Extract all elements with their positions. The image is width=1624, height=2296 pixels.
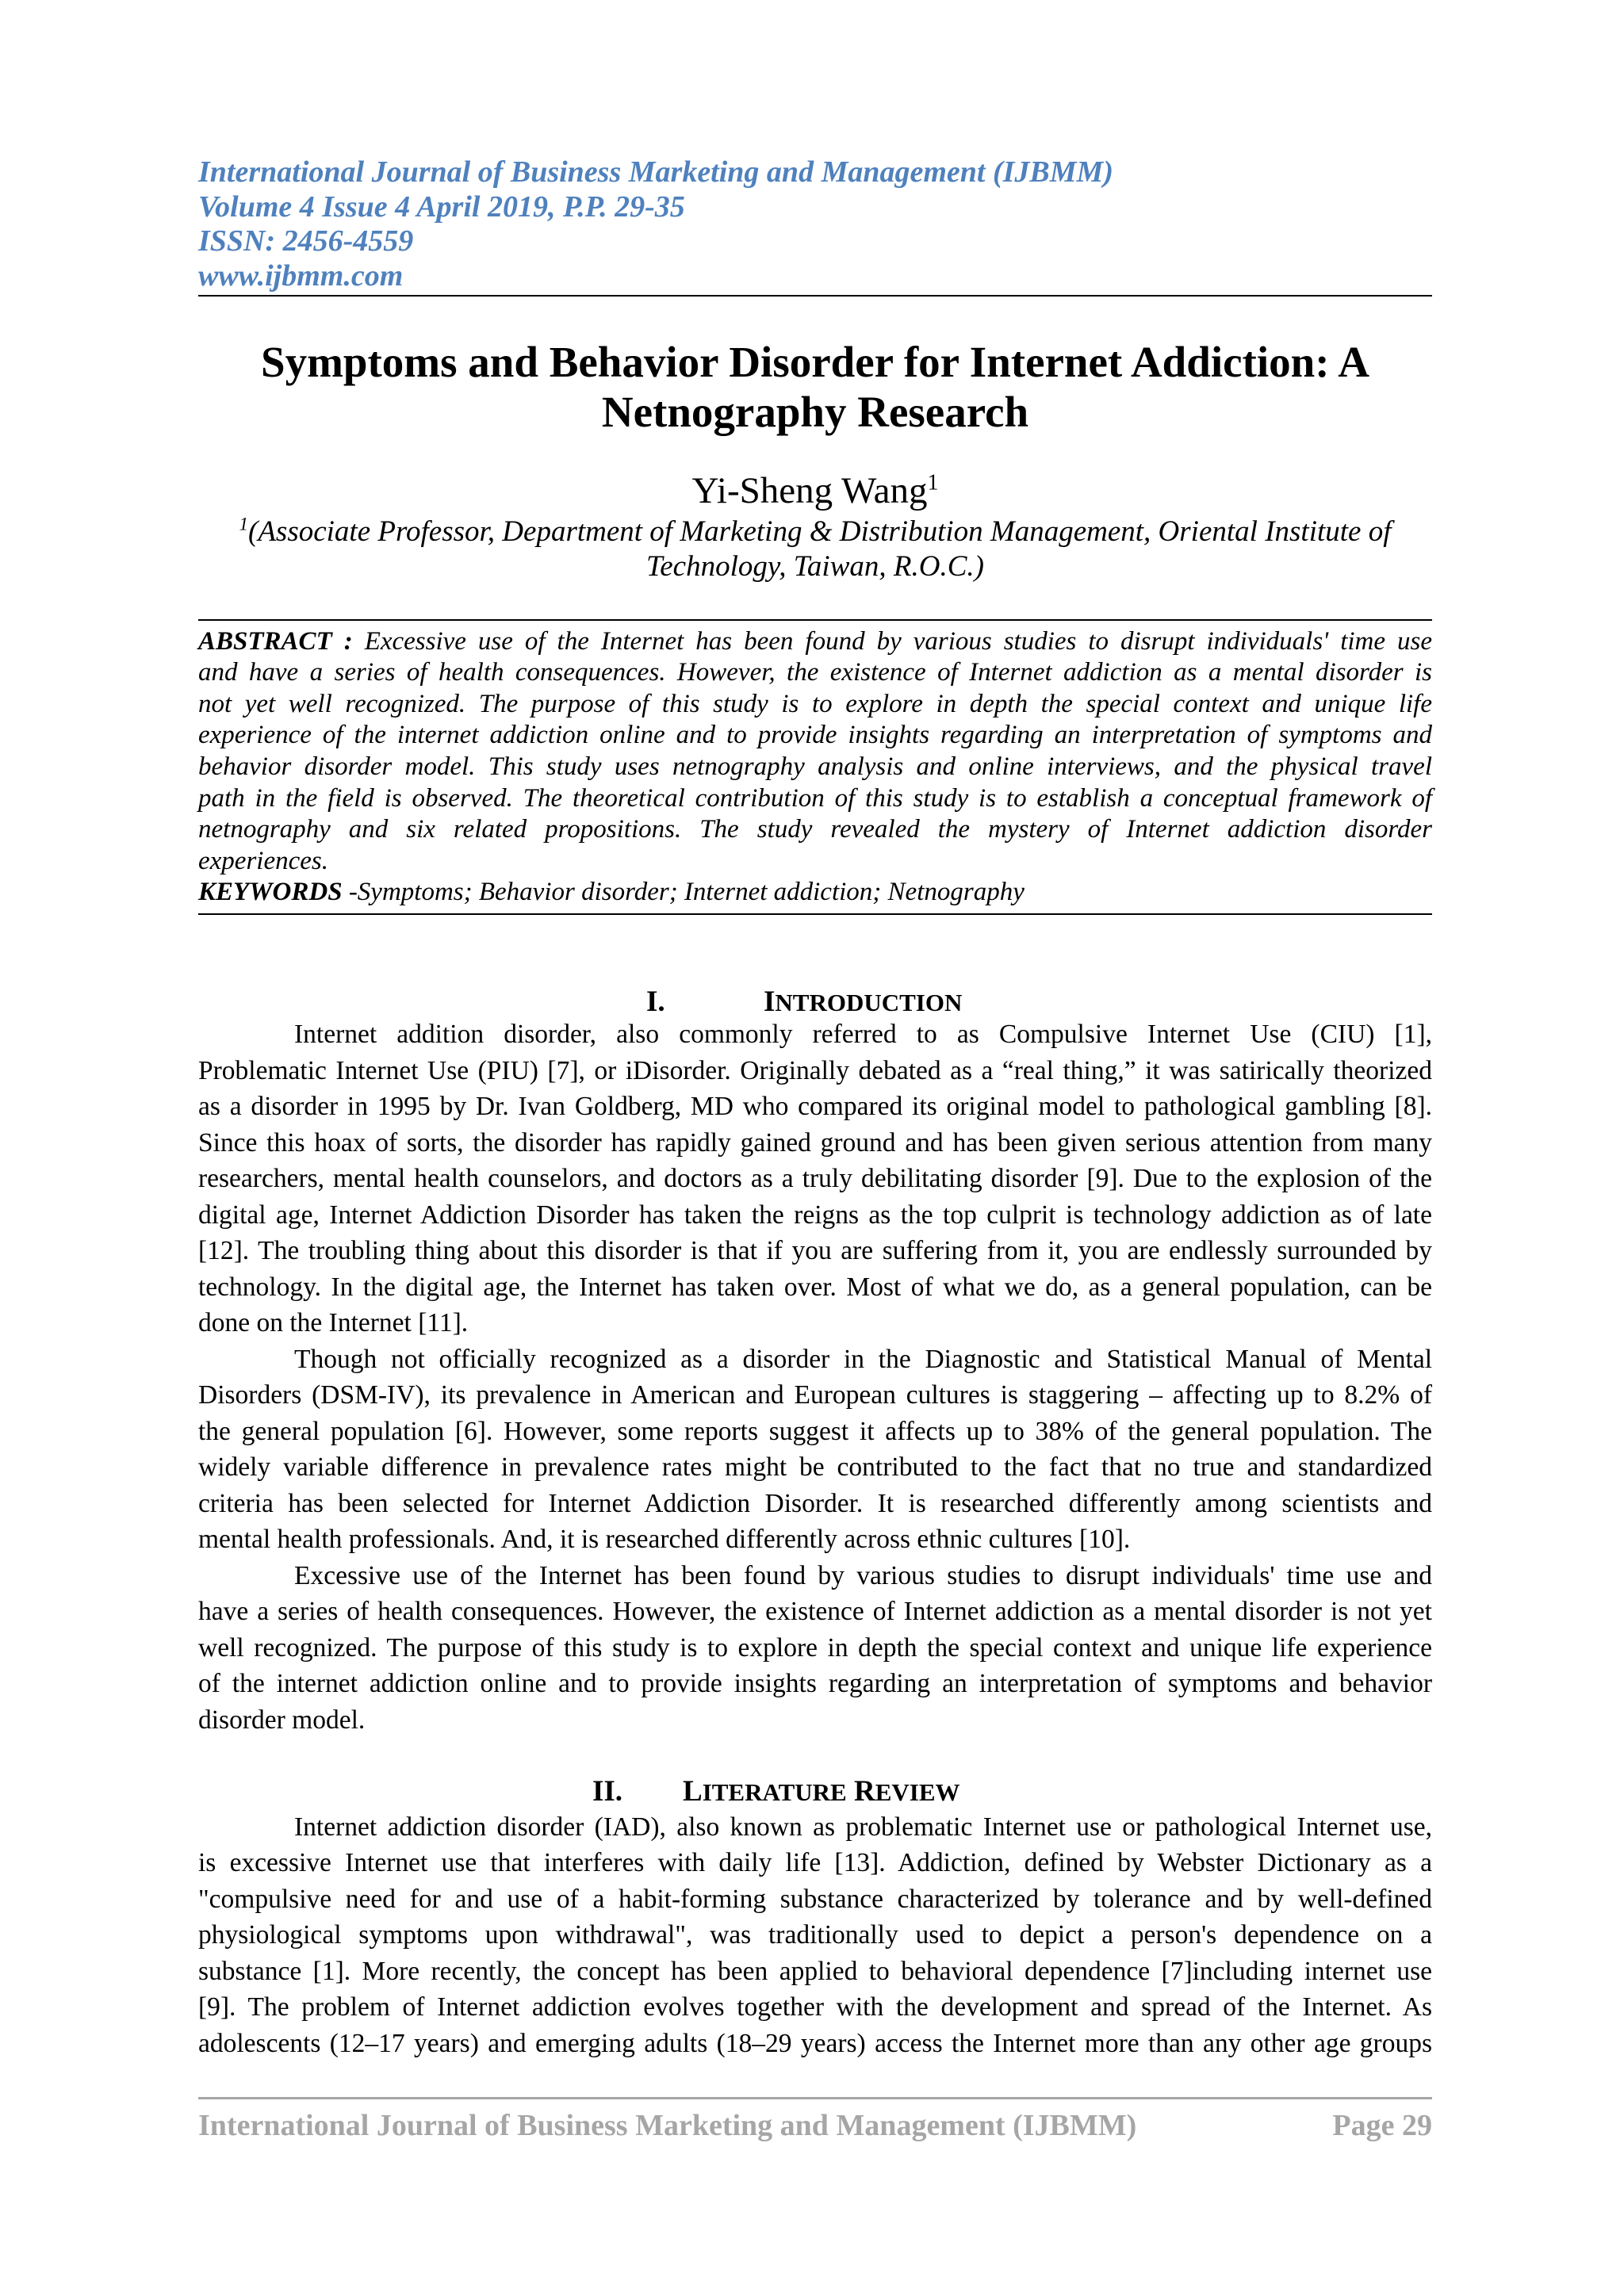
literature-review-body [198, 1809, 1432, 2062]
affiliation-rest [198, 549, 1432, 584]
paragraph [198, 1809, 1432, 2062]
volume-info: Volume 4 Issue 4 April 2019, P.P. 29-35 [198, 189, 685, 224]
affiliation-text: (Associate Professor, Department of Marketing & Distribution Management, Oriental Institute of [248, 515, 1392, 548]
affiliation-line: Technology, Taiwan, R.O.C.) [646, 550, 984, 584]
section-number: I. [646, 985, 665, 1018]
text-line: have a series of health consequences. However, the existence of Internet addiction as a mental disorder is not yet [198, 1597, 1432, 1626]
text-line: "compulsive need for and use of a habit-forming substance characterized by tolerance and by well-defined [198, 1884, 1432, 1914]
abstract-text: Excessive use of the Internet has been found by various studies to disrupt individuals' time use [364, 626, 1432, 656]
section-heading-literature-review [198, 1774, 1432, 1809]
abstract-top-rule [198, 619, 1432, 621]
abstract-line: behavior disorder model. This study uses netnography analysis and online interviews, and the physical travel [198, 752, 1432, 781]
text-line: Disorders (DSM-IV), its prevalence in American and European cultures is staggering – affecting up to 8.2% of [198, 1380, 1432, 1410]
journal-name: International Journal of Business Marketing and Management (IJBMM) [198, 155, 1113, 189]
text-line: technology. In the digital age, the Internet has taken over. Most of what we do, as a general population, can be [198, 1272, 1432, 1302]
text-line: mental health professionals. And, it is researched differently across ethnic cultures [10]. [198, 1525, 1131, 1554]
text-line: done on the Internet [11]. [198, 1308, 469, 1337]
text-line: Since this hoax of sorts, the disorder has rapidly gained ground and has been given serious attention from many [198, 1127, 1432, 1158]
affiliation-mark: 1 [239, 514, 248, 534]
title-line: Netnography Research [601, 388, 1029, 436]
text-line: researchers, mental health counselors, and doctors as a truly debilitating disorder [9]. Due to the explosion of the [198, 1164, 1432, 1193]
abstract-line [198, 626, 1432, 658]
abstract-line: and have a series of health consequences. However, the existence of Internet addiction as a mental disorder is [198, 658, 1432, 687]
page-footer [198, 2108, 1432, 2143]
author [198, 469, 1432, 513]
section-title [764, 985, 962, 1020]
section-title [683, 1774, 960, 1810]
text-line: disorder model. [198, 1705, 366, 1735]
paragraph [198, 1558, 1432, 1739]
author-affiliation-mark: 1 [927, 470, 939, 496]
text-line: well recognized. The purpose of this study is to explore in depth the special context and unique life experience [198, 1632, 1432, 1663]
abstract [198, 626, 1432, 909]
text-line: Internet addition disorder, also commonly referred to as Compulsive Internet Use (CIU) [1], [294, 1020, 1432, 1049]
abstract-line: experiences. [198, 846, 328, 875]
journal-website: www.ijbmm.com [198, 259, 404, 293]
introduction-body [198, 1016, 1432, 1738]
text-line: as a disorder in 1995 by Dr. Ivan Goldberg, MD who compared its original model to pathological gambling [8]. [198, 1092, 1432, 1121]
text-line: widely variable difference in prevalence rates might be contributed to the fact that no true and standardized [198, 1452, 1432, 1482]
footer-rule [198, 2097, 1432, 2099]
author-affiliation [198, 515, 1432, 585]
text-line: Though not officially recognized as a disorder in the Diagnostic and Statistical Manual of Mental [294, 1344, 1432, 1374]
keywords [198, 877, 1432, 909]
text-line: criteria has been selected for Internet Addiction Disorder. It is researched differently among scientists and [198, 1488, 1432, 1518]
page-number: Page 29 [1332, 2109, 1432, 2142]
text-line: Problematic Internet Use (PIU) [7], or iDisorder. Originally debated as a “real thing,” it was satirically theorized [198, 1055, 1432, 1085]
section-heading-introduction [198, 985, 1432, 1020]
paragraph [198, 1016, 1432, 1341]
issn: ISSN: 2456-4559 [198, 224, 414, 258]
abstract-line: netnography and six related propositions. The study revealed the mystery of Internet addiction disorder [198, 815, 1432, 844]
text-line: substance [1]. More recently, the concept has been applied to behavioral dependence [7]including internet use [198, 1956, 1432, 1986]
text-line: [12]. The troubling thing about this disorder is that if you are suffering from it, you are endlessly surrounded by [198, 1236, 1432, 1265]
text-line: digital age, Internet Addiction Disorder has taken the reigns as the top culprit is technology addiction as of late [198, 1200, 1432, 1230]
text-line: of the internet addiction online and to provide insights regarding an interpretation of symptoms and behavior [198, 1669, 1432, 1698]
section-title-word: INTRODUCTION [764, 985, 963, 1018]
text-line: adolescents (12–17 years) and emerging adults (18–29 years) access the Internet more than any other age groups [198, 2028, 1432, 2058]
abstract-line: experience of the internet addiction online and to provide insights regarding an interpretation of symptoms and [198, 721, 1432, 750]
section-title-word: LITERATURE [683, 1775, 847, 1808]
author-name: Yi-Sheng Wang [691, 470, 928, 511]
abstract-body [198, 657, 1432, 877]
header-rule [198, 295, 1432, 297]
keywords-text: -Symptoms; Behavior disorder; Internet addiction; Netnography [348, 878, 1025, 907]
text-line: the general population [6]. However, some reports suggest it affects up to 38% of the general population. The [198, 1416, 1432, 1446]
paragraph [198, 1341, 1432, 1558]
abstract-label: ABSTRACT : [198, 626, 353, 656]
footer-journal-name: International Journal of Business Marketing and Management (IJBMM) [198, 2109, 1137, 2142]
paper-title [198, 337, 1432, 437]
abstract-bottom-rule [198, 913, 1432, 915]
text-line: is excessive Internet use that interferes with daily life [13]. Addiction, defined by Webster Dictionary as a [198, 1848, 1432, 1878]
affiliation-line [198, 515, 1432, 549]
title-line: Symptoms and Behavior Disorder for Internet Addiction: A [261, 338, 1369, 386]
section-number: II. [592, 1775, 623, 1808]
text-line: physiological symptoms upon withdrawal", was traditionally used to depict a person's dependence on a [198, 1920, 1432, 1950]
text-line: Excessive use of the Internet has been found by various studies to disrupt individuals' time use and [294, 1560, 1432, 1590]
abstract-line: not yet well recognized. The purpose of this study is to explore in depth the special context and unique life [198, 689, 1432, 718]
keywords-label: KEYWORDS [198, 878, 343, 907]
section-title-word: REVIEW [853, 1775, 960, 1808]
text-line: Internet addiction disorder (IAD), also known as problematic Internet use or pathological Internet use, [294, 1812, 1432, 1842]
abstract-line: path in the field is observed. The theoretical contribution of this study is to establish a conceptual framework of [198, 783, 1432, 813]
text-line: [9]. The problem of Internet addiction evolves together with the development and spread of the Internet. As [198, 1992, 1432, 2022]
journal-header [198, 155, 1432, 294]
